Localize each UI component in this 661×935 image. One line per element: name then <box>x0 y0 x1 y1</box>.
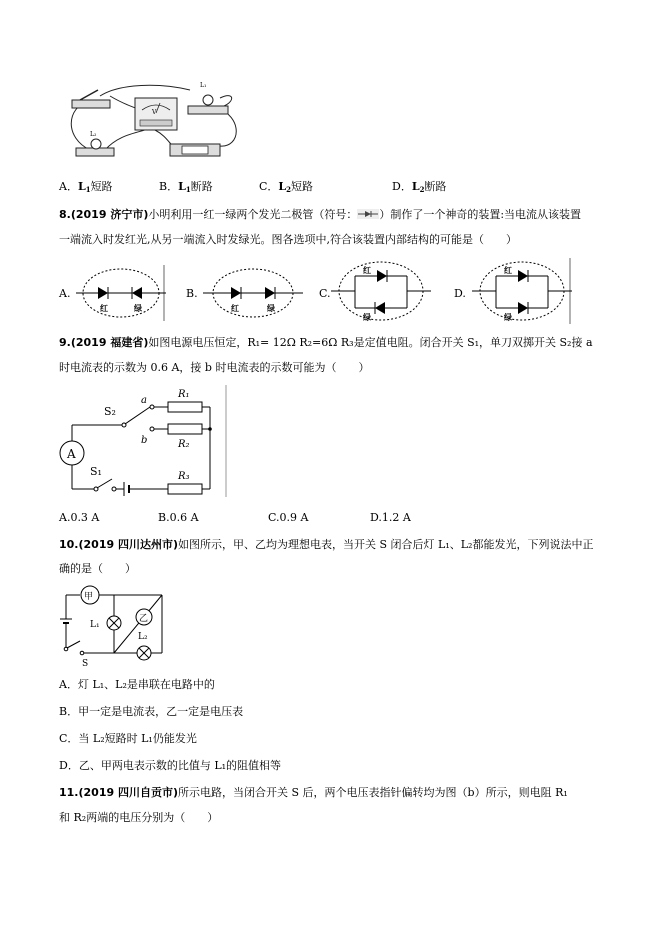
q8-option-a-label: A. <box>59 287 71 300</box>
q10-source: (2019 四川达州市) <box>78 538 178 551</box>
svg-text:R₃: R₃ <box>178 471 190 482</box>
svg-text:红: 红 <box>504 266 512 275</box>
q8-option-d-diagram <box>472 258 572 324</box>
q9-number: 9. <box>59 336 71 349</box>
q8-line2: 一端流入时发红光,从另一端流入时发绿光。图各选项中,符合该装置内部结构的可能是（ ） <box>59 233 517 246</box>
q7-switch-board <box>72 100 110 108</box>
q7-bulb1-label: L₁ <box>200 82 207 89</box>
svg-text:R₁: R₁ <box>178 389 190 400</box>
svg-text:绿: 绿 <box>363 313 371 322</box>
q7-wire <box>100 85 190 96</box>
q7-option-d: D．$L_2$断路 <box>392 180 447 194</box>
svg-text:绿: 绿 <box>267 304 275 313</box>
q9-option-a: A.0.3 A <box>59 511 100 524</box>
q8-source: (2019 济宁市) <box>70 208 149 221</box>
q10-option-d: D．乙、甲两电表示数的比值与 L₁的阻值相等 <box>59 759 282 772</box>
svg-text:b: b <box>141 435 148 446</box>
q8-option-b-diagram <box>203 265 303 321</box>
svg-text:红: 红 <box>363 266 371 275</box>
q8-option-c-label: C. <box>319 287 331 300</box>
svg-text:S₁: S₁ <box>90 465 102 478</box>
q11-line1: 11.(2019 四川自贡市)所示电路，当闭合开关 S 后，两个电压表指针偏转均为图（b）所示，则电阻 R₁ <box>59 786 568 799</box>
q9-ammeter-label: A <box>67 447 76 461</box>
q8-option-a-diagram <box>76 265 166 321</box>
q8-number: 8. <box>59 208 71 221</box>
q10-option-a: A．灯 L₁、L₂是串联在电路中的 <box>59 678 215 691</box>
q10-option-c: C．当 L₂短路时 L₁仍能发光 <box>59 732 197 745</box>
svg-text:绿: 绿 <box>134 304 142 313</box>
q10-number: 10. <box>59 538 79 551</box>
led-symbol-icon <box>357 209 379 219</box>
q9-circuit-diagram <box>58 385 228 497</box>
q10-line2: 确的是（ ） <box>59 562 136 575</box>
q11-line2: 和 R₂两端的电压分别为（ ） <box>59 811 219 824</box>
q10-circuit-diagram <box>58 585 170 669</box>
q7-option-b: B．$L_1$断路 <box>159 180 213 194</box>
q7-option-c: C．$L_2$短路 <box>259 180 314 194</box>
svg-text:红: 红 <box>100 304 108 313</box>
q9-source: (2019 福建省) <box>70 336 149 349</box>
q10-line1: 10.(2019 四川达州市)如图所示，甲、乙均为理想电表，当开关 S 闭合后灯 L₁、L₂都能发光，下列说法中正 <box>59 538 594 551</box>
svg-text:乙: 乙 <box>139 614 149 624</box>
q9-line2: 时电流表的示数为 0.6 A，接 b 时电流表的示数可能为（ ） <box>59 361 370 374</box>
svg-text:L₁: L₁ <box>90 620 100 630</box>
svg-text:S: S <box>82 659 89 669</box>
q9-option-c: C.0.9 A <box>268 511 309 524</box>
q9-option-d: D.1.2 A <box>370 511 411 524</box>
q7-bulb1-board <box>188 106 228 114</box>
q8-option-b-label: B. <box>186 287 198 300</box>
q8-option-c-diagram <box>331 258 431 324</box>
q11-source: (2019 四川自贡市) <box>78 786 178 799</box>
q10-option-b: B．甲一定是电流表，乙一定是电压表 <box>59 705 244 718</box>
svg-text:绿: 绿 <box>504 313 512 322</box>
q11-number: 11. <box>59 786 79 799</box>
svg-text:红: 红 <box>231 304 239 313</box>
q7-wire <box>105 128 150 150</box>
svg-text:R₂: R₂ <box>178 439 190 450</box>
svg-text:L₂: L₂ <box>138 632 148 642</box>
q8-option-d-label: D. <box>454 287 466 300</box>
svg-text:甲: 甲 <box>84 592 94 602</box>
svg-text:a: a <box>141 395 147 406</box>
q8-line1: 8.(2019 济宁市)小明利用一红一绿两个发光二极管（符号： ）制作了一个神奇的装置:当电流从该装置 <box>59 208 582 221</box>
q9-option-b: B.0.6 A <box>158 511 199 524</box>
q7-bulb2-label: L₂ <box>90 131 97 138</box>
q7-option-a: A．$L_1$短路 <box>59 180 113 194</box>
q9-line1: 9.(2019 福建省)如图电源电压恒定，R₁= 12Ω R₂=6Ω R₃是定值电阻。闭合开关 S₁，单刀双掷开关 S₂接 a <box>59 336 593 349</box>
svg-text:S₂: S₂ <box>104 405 116 418</box>
q7-apparatus-figure <box>60 78 245 160</box>
q7-meter-symbol: V <box>152 109 157 116</box>
